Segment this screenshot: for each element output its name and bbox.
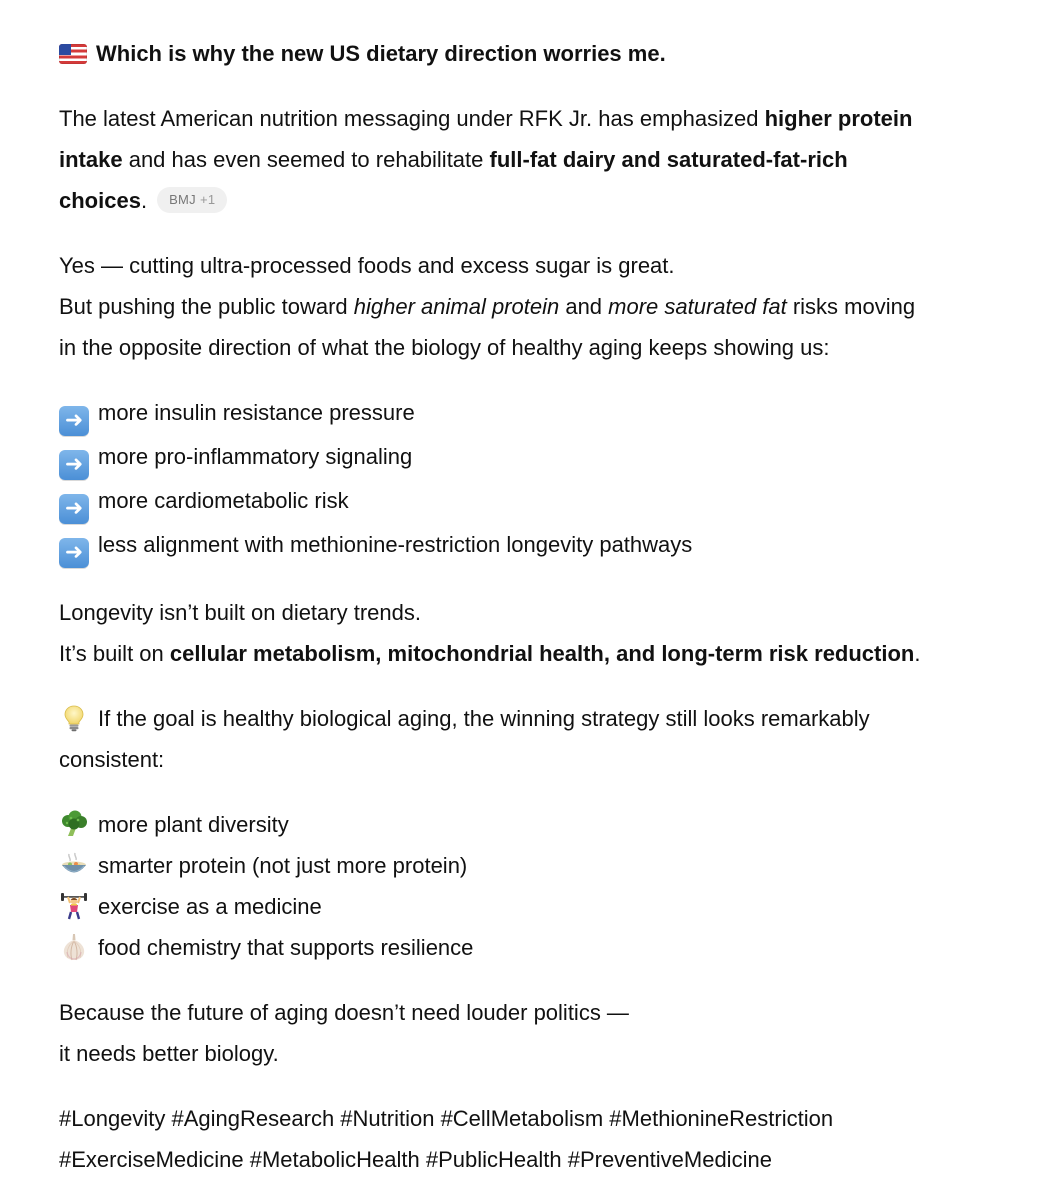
hashtags (59, 1098, 1009, 1180)
closing-line-1: Because the future of aging doesn’t need louder politics — (59, 1000, 629, 1025)
right-arrow-icon: ➜ (59, 450, 89, 480)
hashtag-line-2[interactable]: #ExerciseMedicine #MetabolicHealth #PublicHealth #PreventiveMedicine (59, 1147, 772, 1172)
intro-text: The latest American nutrition messaging under RFK Jr. has emphasized (59, 106, 765, 131)
risk-item-text: more cardiometabolic risk (98, 488, 349, 513)
citation-badge[interactable] (157, 187, 227, 213)
yes-line-2-c: risks moving (786, 294, 916, 319)
list-item (59, 436, 1009, 480)
list-item (59, 804, 1009, 845)
us-flag-icon (59, 44, 87, 64)
longevity-paragraph (59, 592, 1009, 674)
yes-italic-protein: higher animal protein (353, 294, 560, 319)
list-item (59, 927, 1009, 968)
intro-bold-intake: intake (59, 147, 123, 172)
strategy-item-text: more plant diversity (98, 812, 289, 837)
longevity-line-1: Longevity isn’t built on dietary trends. (59, 600, 421, 625)
intro-period: . (140, 188, 148, 213)
list-item (59, 845, 1009, 886)
hashtag-line-1[interactable]: #Longevity #AgingResearch #Nutrition #CellMetabolism #MethionineRestriction (59, 1106, 834, 1131)
light-bulb-icon (59, 703, 89, 733)
longevity-period: . (914, 641, 921, 666)
right-arrow-icon: ➜ (59, 538, 89, 568)
yes-line-2-b: and (559, 294, 609, 319)
yes-italic-fat: more saturated fat (608, 294, 787, 319)
longevity-bold: cellular metabolism, mitochondrial health, and long-term risk reduction (169, 641, 915, 666)
intro-text-2: and has even seemed to rehabilitate (122, 147, 490, 172)
heading (59, 33, 1009, 74)
risk-item-text: less alignment with methionine-restriction longevity pathways (98, 532, 693, 557)
strategy-item-text: exercise as a medicine (98, 894, 322, 919)
list-item (59, 392, 1009, 436)
right-arrow-icon: ➜ (59, 494, 89, 524)
yes-line-1: Yes — cutting ultra-processed foods and excess sugar is great. (59, 253, 675, 278)
goal-paragraph (59, 698, 1009, 780)
yes-line-3: in the opposite direction of what the biology of healthy aging keeps showing us: (59, 335, 830, 360)
yes-line-2-a: But pushing the public toward (59, 294, 354, 319)
heading-text: Which is why the new US dietary direction worries me. (96, 41, 666, 66)
citation-badge-count: +1 (199, 192, 216, 207)
right-arrow-icon: ➜ (59, 406, 89, 436)
intro-bold-dairy: full-fat dairy and saturated-fat-rich (489, 147, 848, 172)
list-item (59, 886, 1009, 927)
risk-item-text: more pro-inflammatory signaling (98, 444, 413, 469)
longevity-line-2-a: It’s built on (59, 641, 170, 666)
strategy-list (59, 804, 1009, 968)
risk-list (59, 392, 1009, 568)
strategy-item-text: food chemistry that supports resilience (98, 935, 474, 960)
goal-line-1: If the goal is healthy biological aging, the winning strategy still looks remarkably (98, 706, 870, 731)
strategy-item-text: smarter protein (not just more protein) (98, 853, 468, 878)
garlic-icon (59, 932, 89, 962)
post-body (59, 33, 1009, 1204)
intro-bold-protein: higher protein (764, 106, 913, 131)
citation-badge-label: BMJ (169, 192, 196, 207)
list-item (59, 524, 1009, 568)
intro-paragraph (59, 98, 1009, 221)
closing-line-2: it needs better biology. (59, 1041, 279, 1066)
bowl-icon (59, 850, 89, 880)
goal-line-2: consistent: (59, 747, 165, 772)
risk-item-text: more insulin resistance pressure (98, 400, 415, 425)
list-item (59, 480, 1009, 524)
yes-paragraph (59, 245, 1009, 368)
weightlifter-icon (59, 891, 89, 921)
intro-bold-choices: choices (59, 188, 141, 213)
closing-paragraph (59, 992, 1009, 1074)
broccoli-icon (59, 809, 89, 839)
